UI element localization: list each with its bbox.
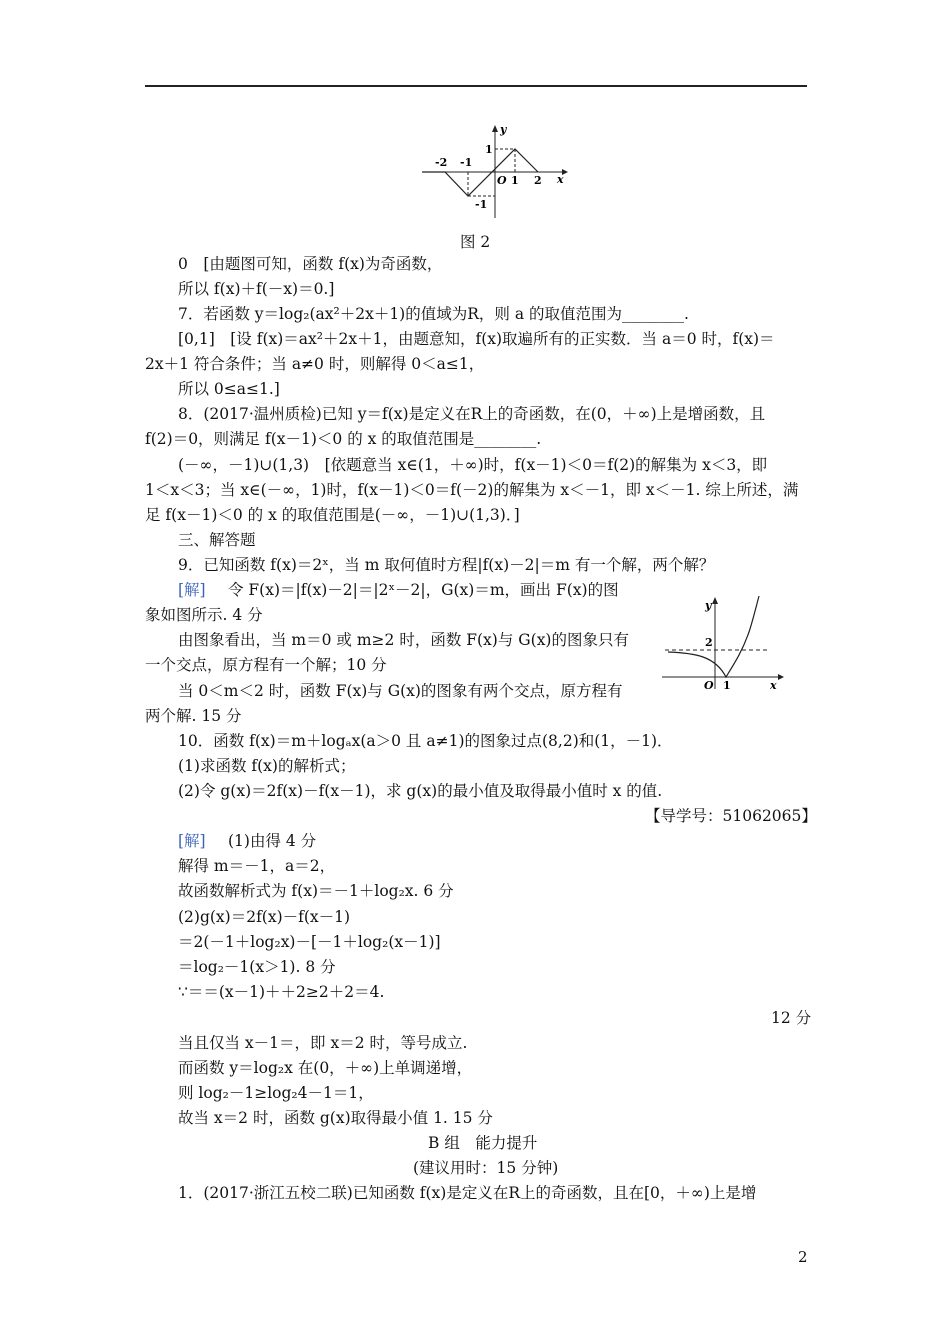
solution-10-line-7: ∵＝＝(x－1)＋＋2≥2＋2＝4. bbox=[178, 983, 385, 1001]
solution-10-line-5: ＝2(－1＋log₂x)－[－1＋log₂(x－1)] bbox=[178, 933, 441, 951]
fig2-y-label: y bbox=[500, 123, 507, 136]
solution-10-line-6: ＝log₂－1(x＞1). 8 分 bbox=[178, 958, 336, 976]
fig3-y-label: y bbox=[705, 599, 712, 612]
question-10-part-1: (1)求函数 f(x)的解析式； bbox=[178, 757, 356, 775]
solution-10-line-8: 当且仅当 x－1＝，即 x＝2 时，等号成立. bbox=[178, 1034, 468, 1052]
solution-10-line-11: 故当 x＝2 时，函数 g(x)取得最小值 1. 15 分 bbox=[178, 1109, 493, 1127]
answer-8-line-1: (－∞，－1)∪(1,3) [依题意当 x∈(1，＋∞)时，f(x－1)＜0＝f(2)的解集为 x＜3，即 bbox=[178, 456, 768, 474]
fig2-x-label: x bbox=[557, 173, 564, 186]
fig3-origin: O bbox=[704, 679, 714, 692]
solution-9-line-2: 象如图所示. 4 分 bbox=[145, 606, 263, 624]
fig3-x-label: x bbox=[770, 679, 777, 692]
solution-9-line-5: 当 0＜m＜2 时，函数 F(x)与 G(x)的图象有两个交点，原方程有 bbox=[178, 682, 623, 700]
fig2-origin: O bbox=[497, 174, 507, 187]
line-2: 所以 f(x)＋f(－x)＝0.] bbox=[178, 280, 335, 298]
answer-7-line-3: 所以 0≤a≤1.] bbox=[178, 380, 280, 398]
fig2-x1: 1 bbox=[511, 174, 519, 187]
fig2-xm2: -2 bbox=[435, 156, 448, 169]
solution-10-line-9: 而函数 y＝log₂x 在(0，＋∞)上单调递增， bbox=[178, 1059, 473, 1077]
question-b1: 1．(2017·浙江五校二联)已知函数 f(x)是定义在R上的奇函数，且在[0，＋∞)上是增 bbox=[178, 1184, 757, 1202]
solution-tag-9: [解] bbox=[178, 581, 206, 599]
line-1: 0 [由题图可知，函数 f(x)为奇函数， bbox=[178, 255, 443, 273]
header-rule bbox=[145, 85, 807, 87]
question-8-line-2: f(2)＝0，则满足 f(x－1)＜0 的 x 的取值范围是________. bbox=[145, 430, 542, 448]
answer-7-line-1: [0,1] [设 f(x)＝ax²＋2x＋1，由题意知，f(x)取遍所有的正实数．当 a＝0 时，f(x)＝ bbox=[178, 330, 775, 348]
answer-8-line-2: 1＜x＜3；当 x∈(－∞，1)时，f(x－1)＜0＝f(－2)的解集为 x＜－1，即 x＜－1. 综上所述，满 bbox=[145, 481, 799, 499]
figure-2-graph bbox=[420, 120, 570, 220]
question-10: 10．函数 f(x)＝m＋logₐx(a＞0 且 a≠1)的图象过点(8,2)和(1，－1)． bbox=[178, 732, 673, 750]
solution-10-score: 12 分 bbox=[771, 1009, 812, 1027]
fig2-ym1: -1 bbox=[475, 198, 488, 211]
section-heading: 三、解答题 bbox=[178, 531, 256, 549]
solution-10-line-1: (1)由得 4 分 bbox=[228, 832, 317, 850]
fig2-y1: 1 bbox=[485, 143, 493, 156]
solution-10-line-4: (2)g(x)＝2f(x)－f(x－1) bbox=[178, 908, 351, 926]
question-10-part-2: (2)令 g(x)＝2f(x)－f(x－1)，求 g(x)的最小值及取得最小值时 x 的值. bbox=[178, 782, 663, 800]
group-b-heading: B 组 能力提升 bbox=[428, 1134, 538, 1152]
solution-9-line-4: 一个交点，原方程有一个解；10 分 bbox=[145, 656, 387, 674]
guide-number: 【导学号：51062065】 bbox=[645, 807, 817, 825]
solution-10-line-2: 解得 m＝－1，a＝2， bbox=[178, 857, 336, 875]
answer-7-line-2: 2x＋1 符合条件；当 a≠0 时，则解得 0＜a≤1， bbox=[145, 355, 485, 373]
figure-3-graph bbox=[660, 592, 790, 692]
solution-9-line-6: 两个解. 15 分 bbox=[145, 707, 242, 725]
solution-10-line-3: 故函数解析式为 f(x)＝－1＋log₂x. 6 分 bbox=[178, 882, 454, 900]
solution-9-line-1: 令 F(x)＝|f(x)－2|＝|2ˣ－2|，G(x)＝m，画出 F(x)的图 bbox=[228, 581, 619, 599]
question-8-line-1: 8．(2017·温州质检)已知 y＝f(x)是定义在R上的奇函数，在(0，＋∞)上是增函数，且 bbox=[178, 405, 766, 423]
fig2-xm1: -1 bbox=[460, 156, 473, 169]
question-7: 7．若函数 y＝log₂(ax²＋2x＋1)的值域为R，则 a 的取值范围为________. bbox=[178, 305, 689, 323]
fig3-two: 2 bbox=[705, 636, 713, 649]
figure-2-caption: 图 2 bbox=[460, 233, 491, 251]
question-9: 9．已知函数 f(x)＝2ˣ，当 m 取何值时方程|f(x)－2|＝m 有一个解，两个解？ bbox=[178, 556, 715, 574]
solution-9-line-3: 由图象看出，当 m＝0 或 m≥2 时，函数 F(x)与 G(x)的图象只有 bbox=[178, 631, 629, 649]
page-number: 2 bbox=[798, 1248, 808, 1266]
fig3-one: 1 bbox=[723, 679, 731, 692]
fig2-x2: 2 bbox=[534, 174, 542, 187]
suggested-time: (建议用时：15 分钟) bbox=[413, 1159, 559, 1177]
solution-10-line-10: 则 log₂－1≥log₂4－1＝1， bbox=[178, 1084, 374, 1102]
answer-8-line-3: 足 f(x－1)＜0 的 x 的取值范围是(－∞，－1)∪(1,3)．] bbox=[145, 506, 520, 524]
solution-tag-10: [解] bbox=[178, 832, 206, 850]
